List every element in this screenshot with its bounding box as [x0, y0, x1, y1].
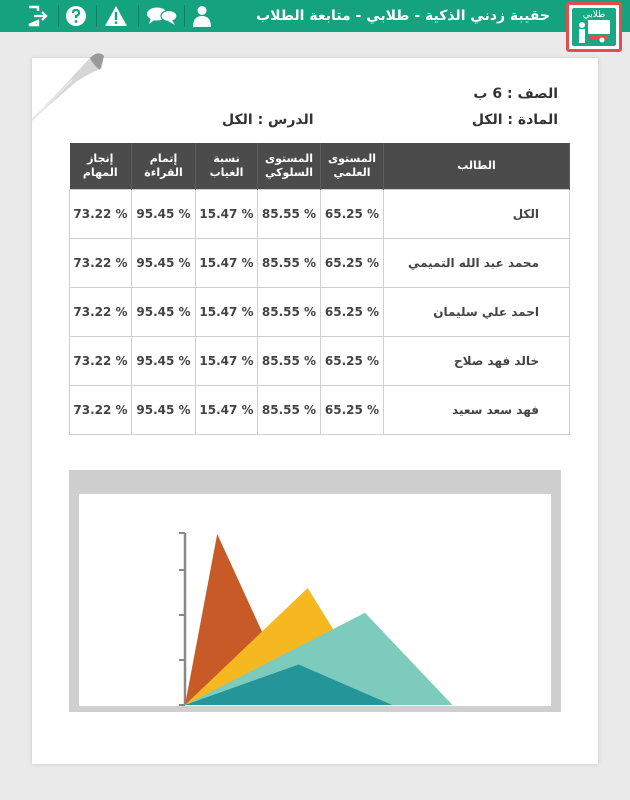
chart-container [69, 470, 561, 712]
student-name[interactable]: الكل [384, 190, 570, 239]
col-reading[interactable]: إتمام القراءة [132, 143, 196, 190]
page-title: حقيبة زدني الذكية - طلابي - متابعة الطلاب [256, 8, 550, 24]
table-row[interactable]: 73.22 % 95.45 % 15.47 % 85.55 % 65.25 % احمد علي سليمان [70, 288, 570, 337]
table-row[interactable]: 73.22 % 95.45 % 15.47 % 85.55 % 65.25 % فهد سعد سعيد [70, 386, 570, 435]
app-logo[interactable] [566, 2, 622, 52]
subject-label: المادة : الكل [471, 112, 558, 128]
lesson-label: الدرس : الكل [222, 112, 314, 128]
table-row[interactable]: 73.22 % 95.45 % 15.47 % 85.55 % 65.25 % الكل [70, 190, 570, 239]
top-bar [0, 0, 630, 32]
student-grades-table [69, 143, 570, 435]
page-curl-decoration [32, 52, 108, 122]
warning-icon[interactable] [104, 4, 128, 28]
col-tasks[interactable]: إنجاز المهام [70, 143, 132, 190]
col-absence[interactable]: نسبة الغياب [196, 143, 258, 190]
chart-panel [79, 494, 551, 706]
col-academic[interactable]: المستوى العلمي [321, 143, 384, 190]
student-name[interactable]: فهد سعد سعيد [384, 386, 570, 435]
class-label: الصف : 6 ب [473, 86, 558, 102]
help-icon[interactable] [64, 4, 88, 28]
student-name[interactable]: احمد علي سليمان [384, 288, 570, 337]
col-student[interactable]: الطالب [384, 143, 570, 190]
area-chart [79, 494, 551, 706]
student-name[interactable]: محمد عبد الله التميمي [384, 239, 570, 288]
col-behavior[interactable]: المستوى السلوكي [258, 143, 321, 190]
logo-text: طلابي [582, 10, 606, 20]
table-header-row [70, 143, 570, 190]
chat-icon[interactable] [146, 4, 178, 28]
student-name[interactable]: خالد فهد صلاح [384, 337, 570, 386]
table-row[interactable]: 73.22 % 95.45 % 15.47 % 85.55 % 65.25 % خالد فهد صلاح [70, 337, 570, 386]
teacher-icon [572, 8, 616, 48]
logout-icon[interactable] [24, 4, 48, 28]
user-icon[interactable] [190, 4, 214, 28]
table-row[interactable]: 73.22 % 95.45 % 15.47 % 85.55 % 65.25 % محمد عبد الله التميمي [70, 239, 570, 288]
